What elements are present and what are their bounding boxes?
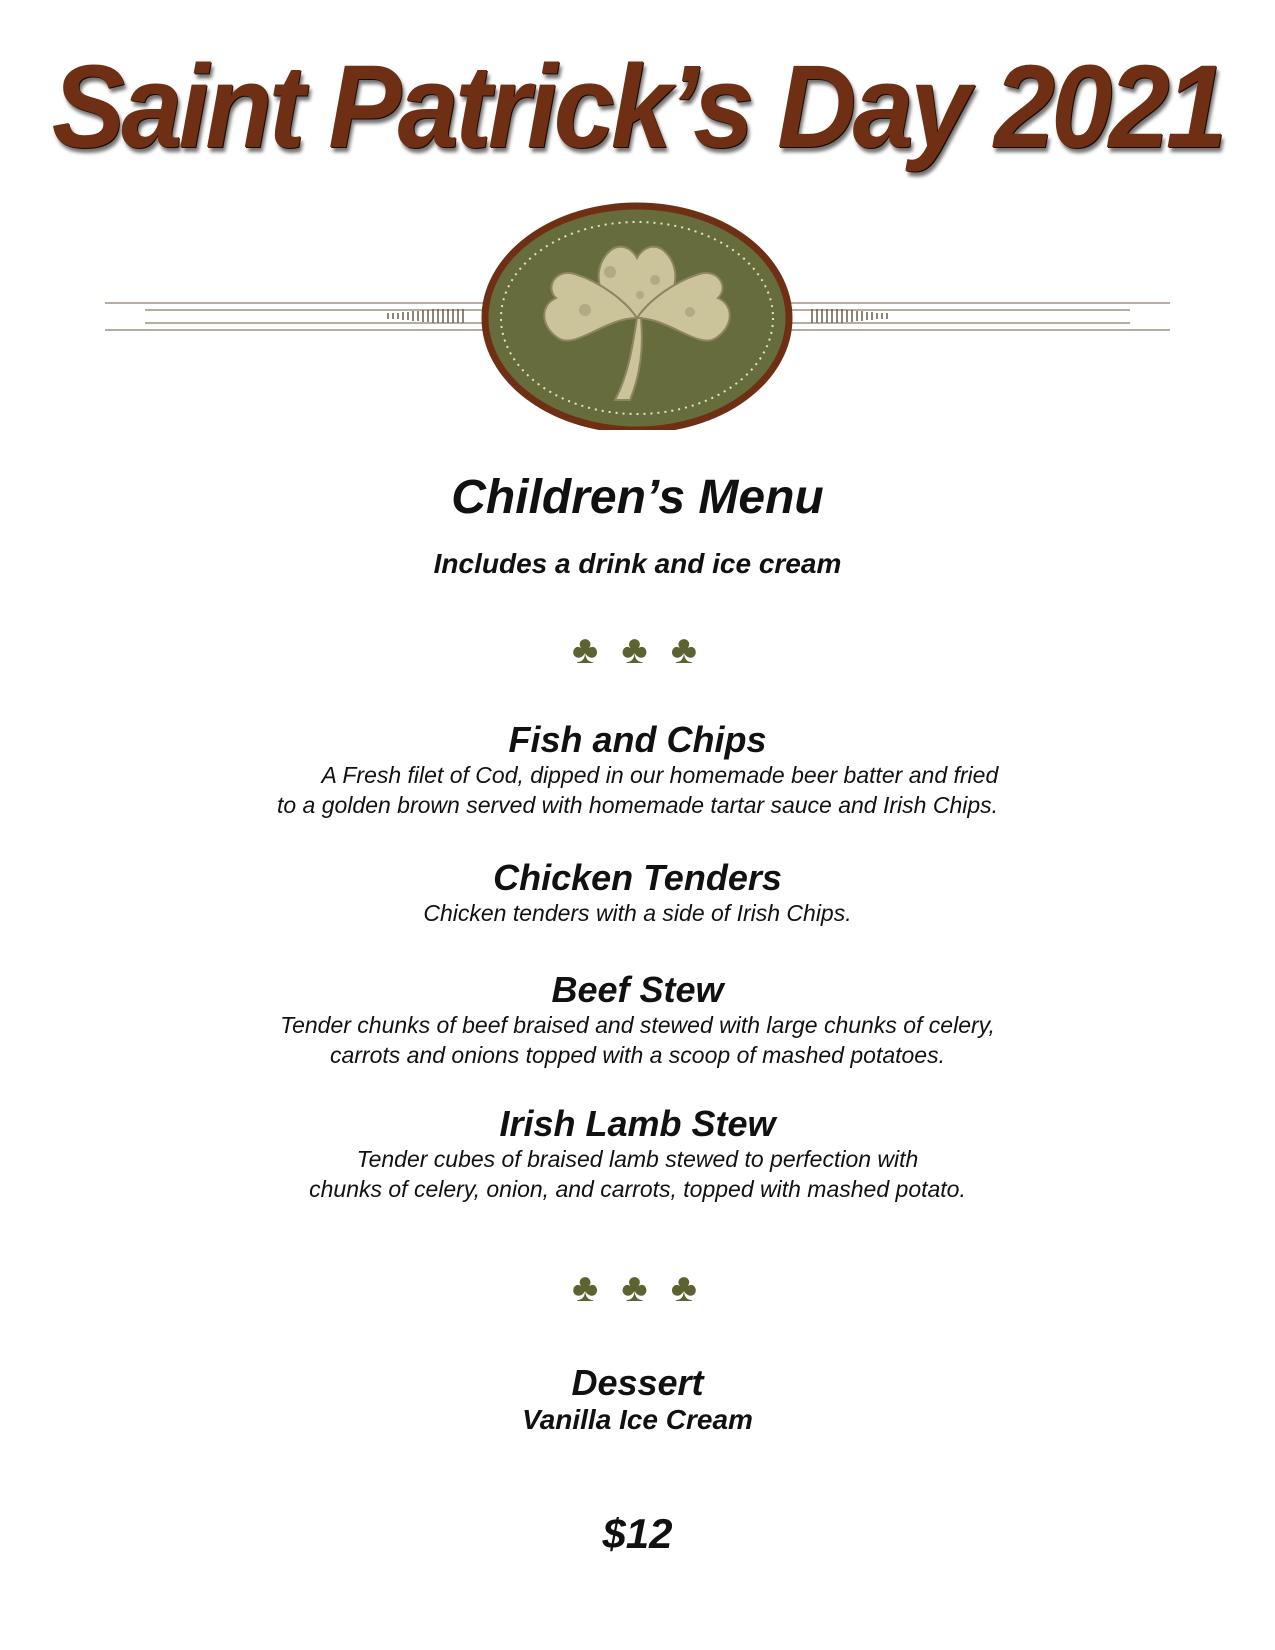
menu-item-description: carrots and onions topped with a scoop of mashed potatoes.	[329, 1042, 945, 1068]
decorative-ticks-left	[388, 309, 463, 323]
dessert-heading: Dessert	[571, 1362, 704, 1403]
menu-item-name: Chicken Tenders	[493, 857, 782, 898]
menu-item-name: Fish and Chips	[508, 719, 767, 760]
menu-item-beef-stew	[0, 970, 1275, 1070]
shamrock-emblem	[0, 200, 1275, 430]
menu-item-description: chunks of celery, onion, and carrots, topped with mashed potato.	[309, 1176, 966, 1202]
dessert-description: Vanilla Ice Cream	[522, 1404, 753, 1435]
menu-item-name: Beef Stew	[551, 969, 724, 1010]
page-title: Saint Patrick’s Day 2021	[51, 41, 1224, 173]
menu-item-description: to a golden brown served with homemade tartar sauce and Irish Chips.	[276, 792, 999, 818]
shamrock-divider-icon: ♣ ♣ ♣	[572, 628, 703, 672]
menu-item-name: Irish Lamb Stew	[499, 1103, 776, 1144]
menu-item-fish-and-chips	[0, 720, 1275, 820]
decorative-ticks-right	[812, 309, 887, 323]
shamrock-divider-icon: ♣ ♣ ♣	[572, 1266, 703, 1310]
menu-item-description: Tender chunks of beef braised and stewed with large chunks of celery,	[280, 1012, 995, 1038]
menu-price: $12	[602, 1510, 673, 1557]
menu-item-dessert	[0, 1363, 1275, 1437]
menu-item-description: Tender cubes of braised lamb stewed to perfection with	[356, 1146, 919, 1172]
menu-subtitle: Includes a drink and ice cream	[433, 548, 842, 579]
menu-item-description: A Fresh filet of Cod, dipped in our homemade beer batter and fried	[276, 762, 999, 788]
menu-item-description: Chicken tenders with a side of Irish Chips.	[423, 900, 852, 926]
menu-title: Children’s Menu	[451, 471, 824, 524]
menu-item-chicken-tenders	[0, 858, 1275, 928]
menu-item-irish-lamb-stew	[0, 1104, 1275, 1204]
